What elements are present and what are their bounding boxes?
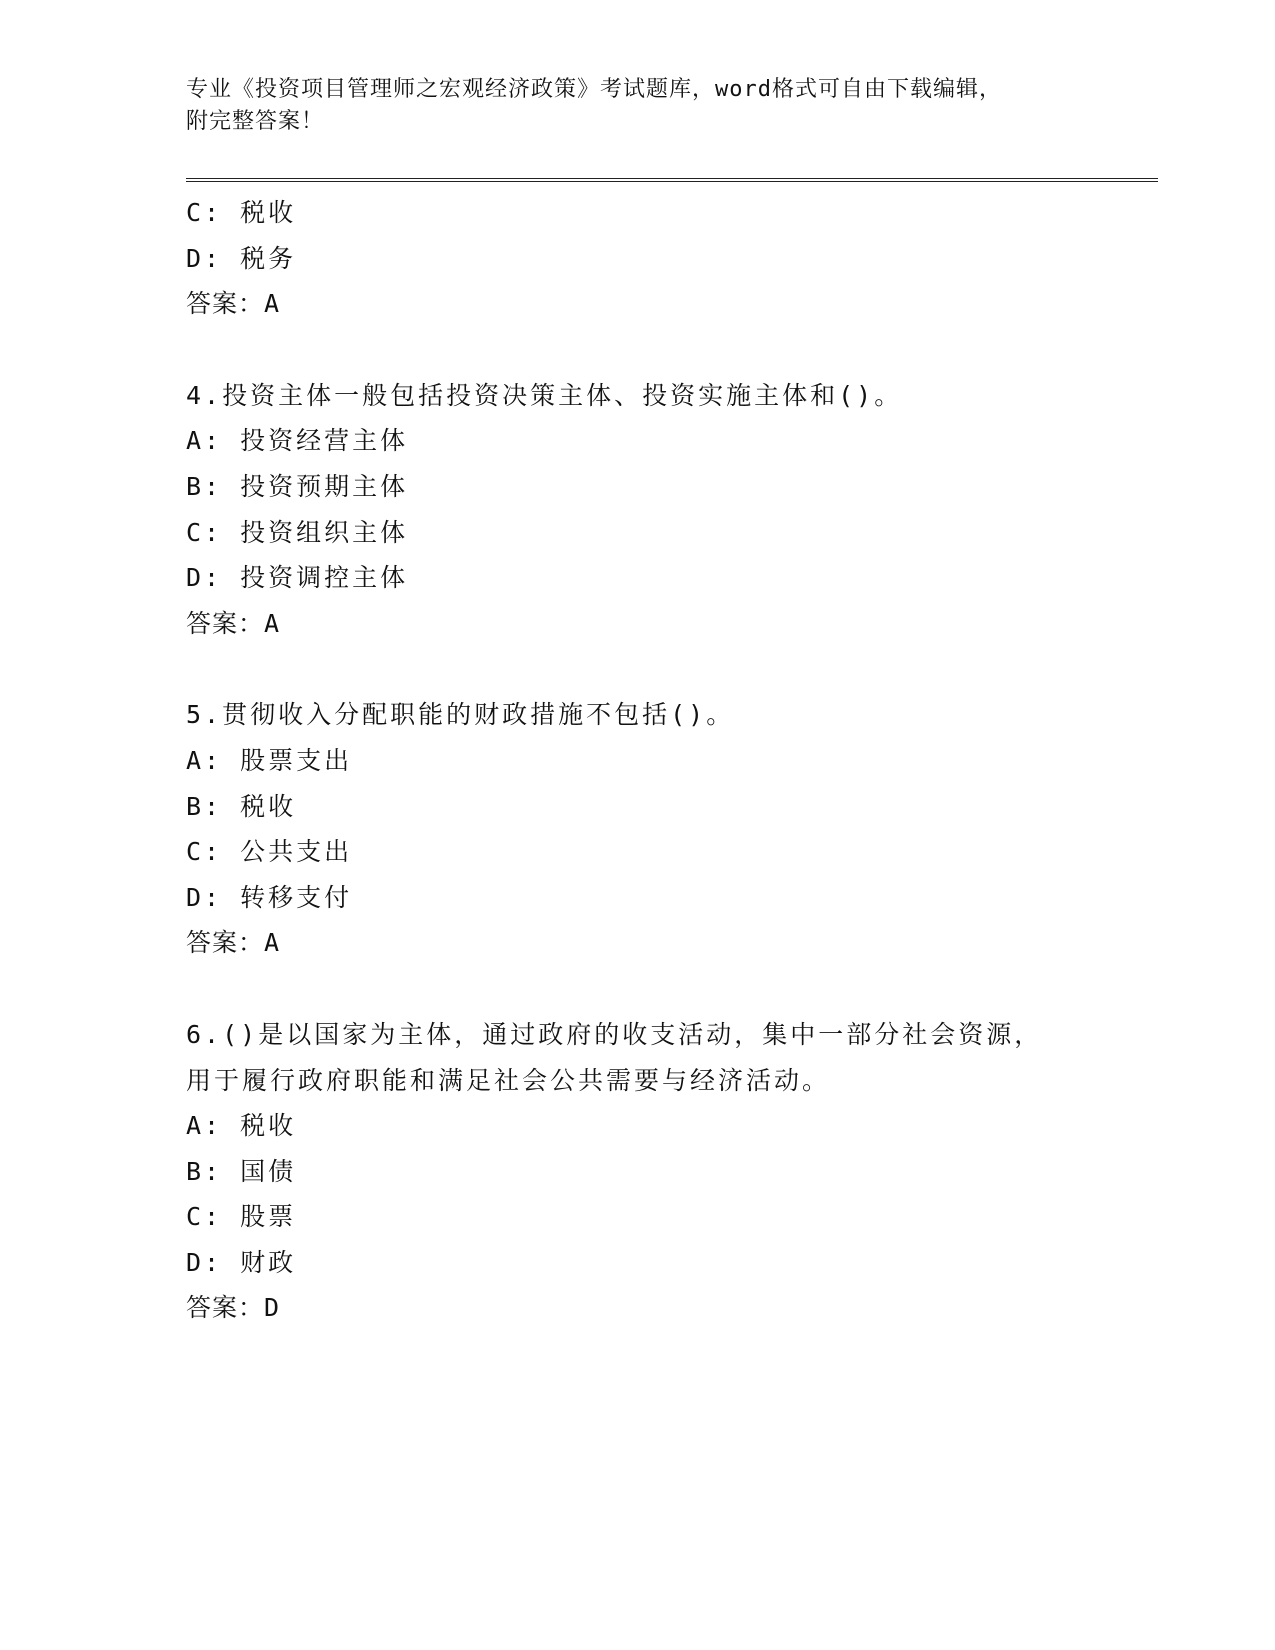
header-divider xyxy=(186,178,1158,182)
option-a: A: 投资经营主体 xyxy=(186,426,409,456)
question-stem: 5.贯彻收入分配职能的财政措施不包括()。 xyxy=(186,700,735,730)
spacer xyxy=(186,966,1146,1012)
question-5 xyxy=(186,692,1146,966)
answer-line: 答案：D xyxy=(186,1293,281,1323)
option-a: A: 税收 xyxy=(186,1111,297,1141)
option-b: B: 投资预期主体 xyxy=(186,471,409,501)
spacer xyxy=(186,327,1146,373)
question-4 xyxy=(186,373,1146,647)
question-list xyxy=(186,190,1146,1331)
answer-line: 答案：A xyxy=(186,289,281,319)
option-c: C: 公共支出 xyxy=(186,837,353,867)
option-d: D: 投资调控主体 xyxy=(186,563,409,593)
option-a: A: 股票支出 xyxy=(186,745,353,775)
question-stem: 4.投资主体一般包括投资决策主体、投资实施主体和()。 xyxy=(186,380,903,410)
spacer xyxy=(186,646,1146,692)
question-6 xyxy=(186,1012,1146,1331)
question-stem-line-2: 用于履行政府职能和满足社会公共需要与经济活动。 xyxy=(186,1065,831,1095)
question-stem-line-1: 6.()是以国家为主体，通过政府的收支活动，集中一部分社会资源， xyxy=(186,1019,1043,1049)
question-3-continued xyxy=(186,190,1146,327)
option-b: B: 税收 xyxy=(186,791,297,821)
option-c: C: 投资组织主体 xyxy=(186,517,409,547)
option-d: D: 财政 xyxy=(186,1247,297,1277)
option-d: D: 转移支付 xyxy=(186,882,353,912)
answer-line: 答案：A xyxy=(186,928,281,958)
answer-line: 答案：A xyxy=(186,608,281,638)
option-c: C: 税收 xyxy=(186,198,297,227)
option-c: C: 股票 xyxy=(186,1202,297,1232)
document-header xyxy=(186,74,1066,138)
header-line-1: 专业《投资项目管理师之宏观经济政策》考试题库，word格式可自由下载编辑， xyxy=(186,77,1002,102)
option-d: D: 税务 xyxy=(186,243,297,273)
header-line-2: 附完整答案！ xyxy=(186,109,325,134)
option-b: B: 国债 xyxy=(186,1156,297,1186)
